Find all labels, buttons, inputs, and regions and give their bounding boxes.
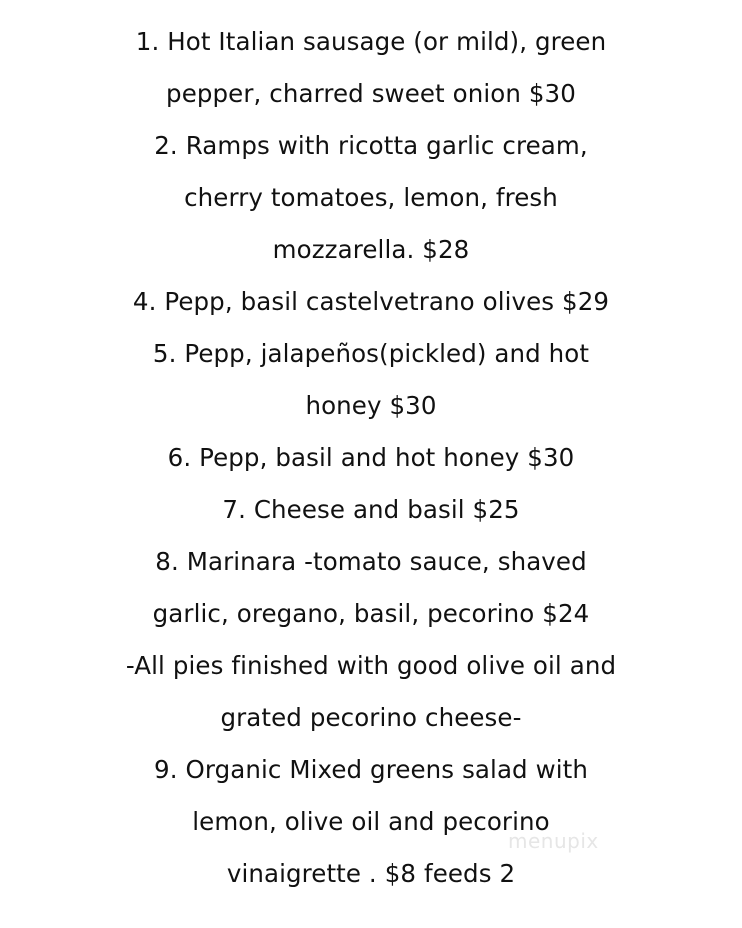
- menu-line: garlic, oregano, basil, pecorino $24: [152, 599, 590, 628]
- menupix-watermark: menupix: [508, 829, 599, 853]
- menu-line: 1. Hot Italian sausage (or mild), green: [135, 27, 607, 56]
- menu-line: lemon, olive oil and pecorino: [192, 807, 550, 836]
- menu-line: 5. Pepp, jalapeños(pickled) and hot: [152, 339, 590, 368]
- menu-line: -All pies finished with good olive oil and: [125, 651, 617, 680]
- menu-line: mozzarella. $28: [272, 235, 470, 264]
- menu-line: pepper, charred sweet onion $30: [166, 79, 576, 108]
- menu-line: 9. Organic Mixed greens salad with: [154, 755, 588, 784]
- menu-line: 6. Pepp, basil and hot honey $30: [167, 443, 575, 472]
- menu-line: 4. Pepp, basil castelvetrano olives $29: [132, 287, 610, 316]
- menu-line: vinaigrette . $8 feeds 2: [226, 859, 516, 888]
- menu-line: 8. Marinara -tomato sauce, shaved: [155, 547, 587, 576]
- menu-line: 7. Cheese and basil $25: [222, 495, 520, 524]
- menu-line: cherry tomatoes, lemon, fresh: [184, 183, 558, 212]
- menu-line: 2. Ramps with ricotta garlic cream,: [154, 131, 588, 160]
- menu-text-block: [0, 16, 742, 900]
- menu-line: honey $30: [305, 391, 437, 420]
- menu-line: grated pecorino cheese-: [220, 703, 522, 732]
